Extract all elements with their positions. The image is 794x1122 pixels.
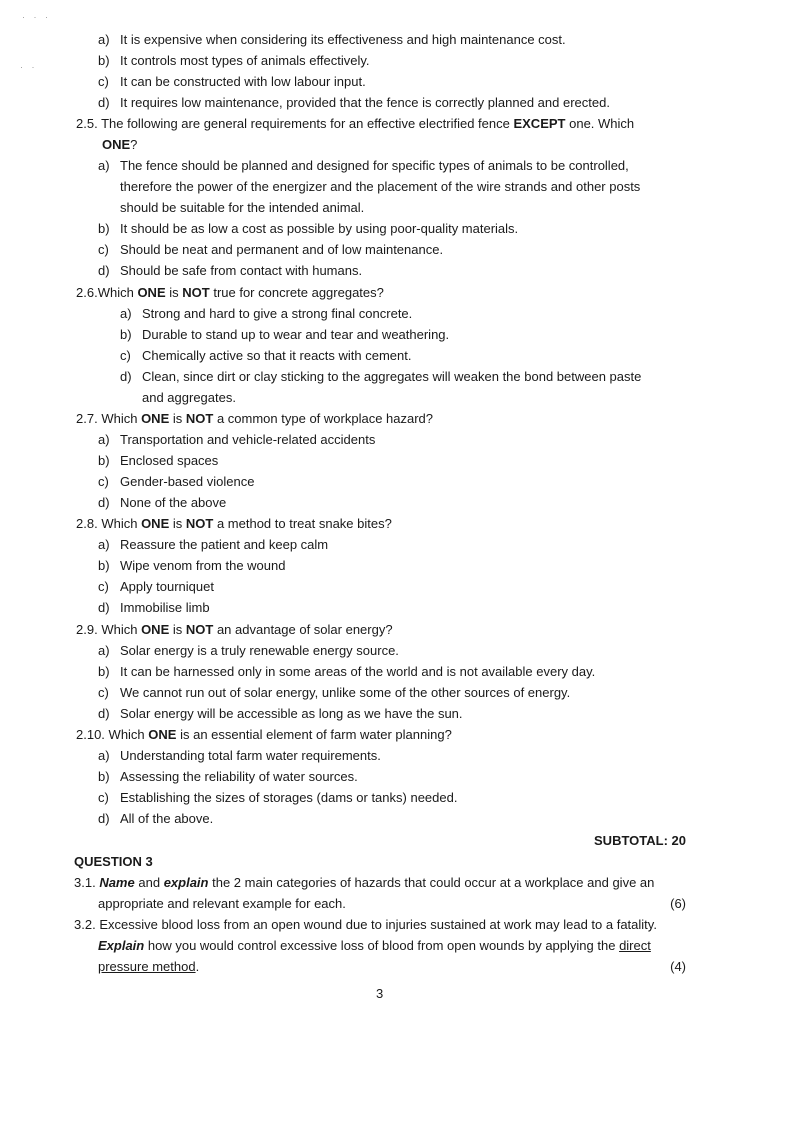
page-number: 3: [376, 986, 384, 1001]
option-item: a) Transportation and vehicle-related accidents: [98, 432, 376, 447]
question-3-2-marks: (4): [670, 959, 686, 974]
option-item: c) It can be constructed with low labour input.: [98, 74, 366, 89]
option-item: d) None of the above: [98, 495, 227, 510]
scan-speck: · ·: [20, 62, 38, 72]
option-item: a) The fence should be planned and designed for specific types of animals to be controlled,: [98, 158, 629, 173]
question-3-2-stem-cont: Explain how you would control excessive loss of blood from open wounds by applying the direct: [98, 938, 651, 953]
question-2-7-stem: 2.7. Which ONE is NOT a common type of workplace hazard?: [76, 411, 434, 426]
option-item-cont: should be suitable for the intended animal.: [120, 200, 365, 215]
option-item: b) Durable to stand up to wear and tear and weathering.: [120, 327, 450, 342]
option-item: b) Assessing the reliability of water sources.: [98, 769, 358, 784]
option-item: c) Establishing the sizes of storages (dams or tanks) needed.: [98, 790, 458, 805]
option-item: b) Enclosed spaces: [98, 453, 219, 468]
option-item: c) We cannot run out of solar energy, unlike some of the other sources of energy.: [98, 685, 571, 700]
option-item: c) Chemically active so that it reacts with cement.: [120, 348, 412, 363]
question-3-2-stem-cont2: pressure method.: [98, 959, 200, 974]
question-3-2-stem: 3.2. Excessive blood loss from an open wound due to injuries sustained at work may lead to a fatality.: [74, 917, 657, 932]
scan-speck: · · ·: [22, 12, 51, 22]
option-item: d) Should be safe from contact with humans.: [98, 263, 363, 278]
question-2-5-stem: 2.5. The following are general requirements for an effective electrified fence EXCEPT one. Which: [76, 116, 635, 131]
option-item: b) It can be harnessed only in some areas of the world and is not available every day.: [98, 664, 596, 679]
option-item: b) Wipe venom from the wound: [98, 558, 286, 573]
option-item: c) Gender-based violence: [98, 474, 255, 489]
option-item-cont: therefore the power of the energizer and the placement of the wire strands and other posts: [120, 179, 641, 194]
option-item: d) Solar energy will be accessible as long as we have the sun.: [98, 706, 463, 721]
option-item: a) Strong and hard to give a strong final concrete.: [120, 306, 413, 321]
option-item: d) All of the above.: [98, 811, 214, 826]
option-item: b) It should be as low a cost as possible by using poor-quality materials.: [98, 221, 519, 236]
option-item: c) Should be neat and permanent and of low maintenance.: [98, 242, 444, 257]
question-3-1-stem-cont: appropriate and relevant example for each.: [98, 896, 346, 911]
question-2-10-stem: 2.10. Which ONE is an essential element of farm water planning?: [76, 727, 452, 742]
question-3-heading: QUESTION 3: [74, 854, 153, 869]
option-item: a) It is expensive when considering its effectiveness and high maintenance cost.: [98, 32, 566, 47]
option-item: d) Immobilise limb: [98, 600, 210, 615]
option-item: a) Understanding total farm water requirements.: [98, 748, 381, 763]
question-2-5-stem-cont: ONE?: [102, 137, 138, 152]
question-2-8-stem: 2.8. Which ONE is NOT a method to treat snake bites?: [76, 516, 392, 531]
question-2-6-stem: 2.6.Which ONE is NOT true for concrete aggregates?: [76, 285, 384, 300]
option-item: b) It controls most types of animals effectively.: [98, 53, 370, 68]
option-item: d) Clean, since dirt or clay sticking to the aggregates will weaken the bond between paste: [120, 369, 642, 384]
question-3-1-marks: (6): [670, 896, 686, 911]
question-2-9-stem: 2.9. Which ONE is NOT an advantage of solar energy?: [76, 622, 393, 637]
question-3-1-stem: 3.1. Name and explain the 2 main categories of hazards that could occur at a workplace and give an: [74, 875, 655, 890]
option-item: a) Solar energy is a truly renewable energy source.: [98, 643, 399, 658]
option-item: c) Apply tourniquet: [98, 579, 214, 594]
option-item: d) It requires low maintenance, provided that the fence is correctly planned and erected.: [98, 95, 610, 110]
subtotal: SUBTOTAL: 20: [594, 833, 686, 848]
option-item: a) Reassure the patient and keep calm: [98, 537, 329, 552]
option-item-cont: and aggregates.: [142, 390, 236, 405]
